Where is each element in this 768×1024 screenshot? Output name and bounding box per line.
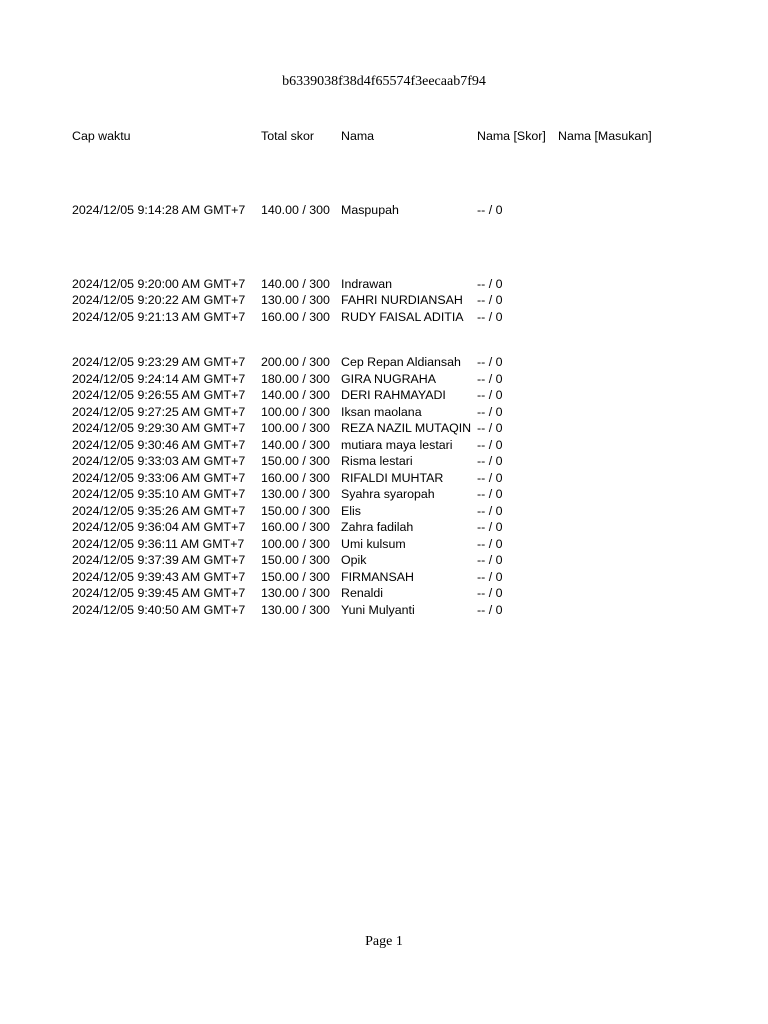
cell-total-score: 160.00 / 300 — [261, 520, 330, 534]
cell-timestamp: 2024/12/05 9:29:30 AM GMT+7 — [72, 421, 246, 435]
cell-name-score: -- / 0 — [477, 454, 503, 468]
cell-name-score: -- / 0 — [477, 503, 503, 518]
header-name-score: Nama [Skor] — [477, 129, 546, 143]
cell-name: Syahra syaropah — [341, 487, 435, 501]
cell-name: Zahra fadilah — [341, 520, 414, 534]
cell-name-score: -- / 0 — [477, 309, 503, 324]
cell-name: Renaldi — [341, 586, 384, 600]
cell-total-score: 160.00 / 300 — [261, 309, 330, 324]
cell-total-score: 200.00 / 300 — [261, 355, 330, 369]
cell-total-score: 130.00 / 300 — [261, 602, 330, 617]
cell-timestamp: 2024/12/05 9:30:46 AM GMT+7 — [72, 437, 246, 452]
cell-name: Risma lestari — [341, 454, 413, 468]
header-name-input: Nama [Masukan] — [558, 129, 652, 143]
cell-timestamp: 2024/12/05 9:23:29 AM GMT+7 — [72, 355, 246, 369]
header-name: Nama — [341, 129, 375, 143]
cell-name: DERI RAHMAYADI — [341, 388, 446, 402]
cell-name: RUDY FAISAL ADITIA — [341, 309, 464, 324]
cell-total-score: 140.00 / 300 — [261, 203, 330, 217]
cell-total-score: 130.00 / 300 — [261, 586, 330, 600]
cell-name: Opik — [341, 553, 367, 567]
cell-name-score: -- / 0 — [477, 487, 503, 501]
cell-name: FIRMANSAH — [341, 569, 414, 584]
cell-total-score: 140.00 / 300 — [261, 437, 330, 452]
cell-name: FAHRI NURDIANSAH — [341, 293, 463, 307]
cell-total-score: 130.00 / 300 — [261, 293, 330, 307]
cell-name-score: -- / 0 — [477, 602, 503, 617]
cell-timestamp: 2024/12/05 9:33:03 AM GMT+7 — [72, 454, 246, 468]
cell-timestamp: 2024/12/05 9:20:22 AM GMT+7 — [72, 293, 246, 307]
cell-name-score: -- / 0 — [477, 371, 503, 386]
cell-timestamp: 2024/12/05 9:35:26 AM GMT+7 — [72, 503, 246, 518]
cell-timestamp: 2024/12/05 9:26:55 AM GMT+7 — [72, 388, 246, 402]
cell-total-score: 150.00 / 300 — [261, 503, 330, 518]
cell-timestamp: 2024/12/05 9:39:45 AM GMT+7 — [72, 586, 246, 600]
cell-timestamp: 2024/12/05 9:20:00 AM GMT+7 — [72, 276, 246, 291]
cell-timestamp: 2024/12/05 9:37:39 AM GMT+7 — [72, 553, 246, 567]
cell-total-score: 160.00 / 300 — [261, 470, 330, 485]
cell-timestamp: 2024/12/05 9:14:28 AM GMT+7 — [72, 203, 246, 217]
cell-timestamp: 2024/12/05 9:21:13 AM GMT+7 — [72, 309, 246, 324]
cell-name-score: -- / 0 — [477, 388, 503, 402]
cell-timestamp: 2024/12/05 9:27:25 AM GMT+7 — [72, 404, 246, 419]
cell-total-score: 150.00 / 300 — [261, 553, 330, 567]
cell-timestamp: 2024/12/05 9:39:43 AM GMT+7 — [72, 569, 246, 584]
cell-name-score: -- / 0 — [477, 437, 503, 452]
cell-timestamp: 2024/12/05 9:36:04 AM GMT+7 — [72, 520, 246, 534]
cell-name: Yuni Mulyanti — [341, 602, 415, 617]
document-id: b6339038f38d4f65574f3eecaab7f94 — [282, 74, 486, 89]
cell-name: Iksan maolana — [341, 404, 422, 419]
cell-total-score: 100.00 / 300 — [261, 421, 330, 435]
cell-total-score: 140.00 / 300 — [261, 276, 330, 291]
cell-total-score: 100.00 / 300 — [261, 404, 330, 419]
cell-timestamp: 2024/12/05 9:40:50 AM GMT+7 — [72, 602, 246, 617]
header-timestamp: Cap waktu — [72, 129, 131, 143]
cell-name: Indrawan — [341, 276, 392, 291]
cell-timestamp: 2024/12/05 9:36:11 AM GMT+7 — [72, 536, 245, 551]
cell-total-score: 100.00 / 300 — [261, 536, 330, 551]
cell-name-score: -- / 0 — [477, 470, 503, 485]
header-total-score: Total skor — [261, 129, 315, 143]
cell-name: mutiara maya lestari — [341, 437, 453, 452]
cell-name-score: -- / 0 — [477, 520, 503, 534]
cell-name: RIFALDI MUHTAR — [341, 470, 444, 485]
cell-timestamp: 2024/12/05 9:24:14 AM GMT+7 — [72, 371, 246, 386]
cell-name-score: -- / 0 — [477, 569, 503, 584]
cell-name: Cep Repan Aldiansah — [341, 355, 461, 369]
cell-total-score: 150.00 / 300 — [261, 454, 330, 468]
cell-name-score: -- / 0 — [477, 586, 503, 600]
cell-total-score: 180.00 / 300 — [261, 371, 330, 386]
cell-total-score: 150.00 / 300 — [261, 569, 330, 584]
page-number: Page 1 — [365, 934, 403, 949]
cell-total-score: 130.00 / 300 — [261, 487, 330, 501]
cell-name-score: -- / 0 — [477, 536, 503, 551]
cell-name-score: -- / 0 — [477, 293, 503, 307]
cell-total-score: 140.00 / 300 — [261, 388, 330, 402]
cell-name: Umi kulsum — [341, 536, 406, 551]
cell-timestamp: 2024/12/05 9:35:10 AM GMT+7 — [72, 487, 246, 501]
cell-name: REZA NAZIL MUTAQIN — [341, 421, 472, 435]
cell-name: Maspupah — [341, 203, 399, 217]
cell-name-score: -- / 0 — [477, 355, 503, 369]
cell-name: GIRA NUGRAHA — [341, 371, 437, 386]
cell-name: Elis — [341, 503, 361, 518]
cell-name-score: -- / 0 — [477, 404, 503, 419]
cell-name-score: -- / 0 — [477, 421, 503, 435]
cell-timestamp: 2024/12/05 9:33:06 AM GMT+7 — [72, 470, 246, 485]
cell-name-score: -- / 0 — [477, 203, 503, 217]
cell-name-score: -- / 0 — [477, 553, 503, 567]
cell-name-score: -- / 0 — [477, 276, 503, 291]
